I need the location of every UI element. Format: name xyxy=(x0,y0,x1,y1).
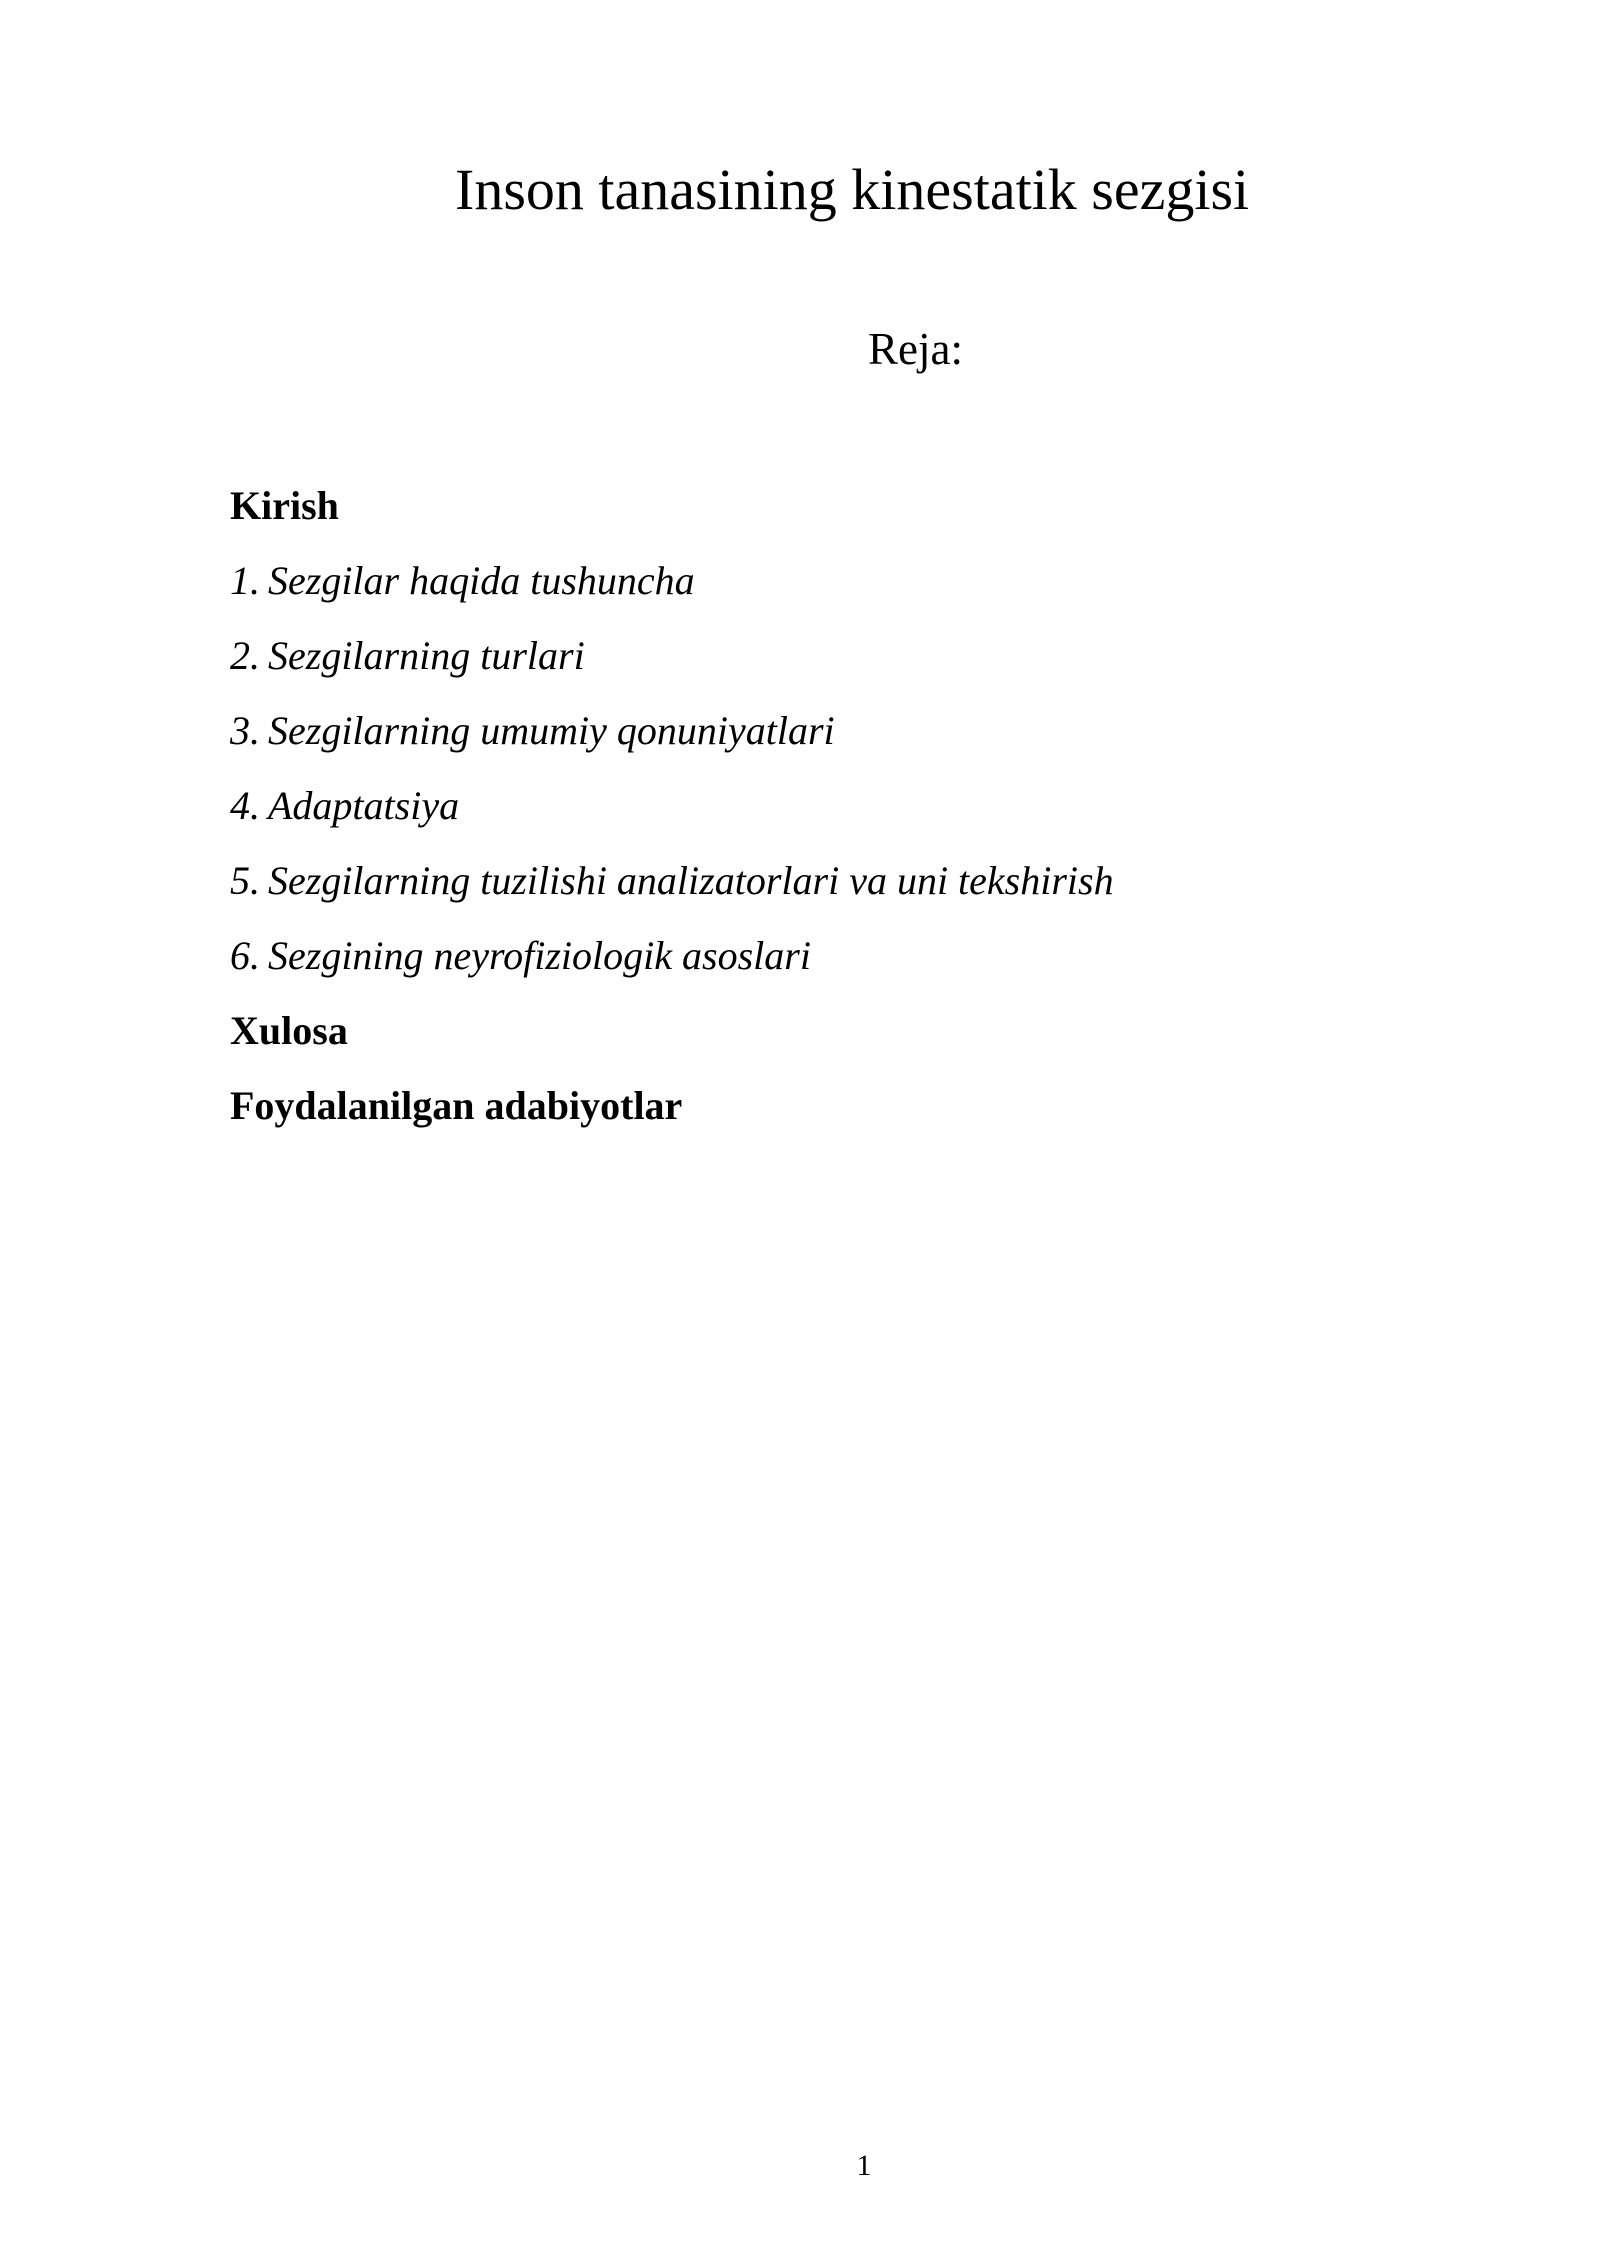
toc-item-5 xyxy=(230,853,1114,928)
toc-item-text: Sezgilarning turlari xyxy=(268,633,585,678)
toc-item-1 xyxy=(230,553,1114,628)
toc-item-number: 4. xyxy=(230,783,260,828)
toc-item-text: Sezgining neyrofiziologik asoslari xyxy=(268,933,811,978)
toc-conclusion: Xulosa xyxy=(230,1008,348,1053)
toc-item-3 xyxy=(230,703,1114,778)
toc-item-2 xyxy=(230,628,1114,703)
toc-item-4 xyxy=(230,778,1114,853)
toc-intro: Kirish xyxy=(230,483,339,528)
toc-item-number: 3. xyxy=(230,708,260,753)
toc-item-number: 6. xyxy=(230,933,260,978)
toc-item-text: Sezgilar haqida tushuncha xyxy=(268,558,695,603)
page-number: 1 xyxy=(856,2149,872,2182)
document-title: Inson tanasining kinestatik sezgisi xyxy=(455,157,1250,222)
toc-references: Foydalanilgan adabiyotlar xyxy=(230,1083,683,1128)
toc-item-number: 5. xyxy=(230,858,260,903)
toc-item-text: Sezgilarning tuzilishi analizatorlari va uni tekshirish xyxy=(268,858,1114,903)
toc-item-number: 2. xyxy=(230,633,260,678)
toc-item-text: Sezgilarning umumiy qonuniyatlari xyxy=(268,708,835,753)
table-of-contents xyxy=(230,478,1114,1153)
toc-item-number: 1. xyxy=(230,558,260,603)
toc-item-6 xyxy=(230,928,1114,1003)
plan-heading: Reja: xyxy=(868,324,963,374)
toc-item-text: Adaptatsiya xyxy=(268,783,460,828)
